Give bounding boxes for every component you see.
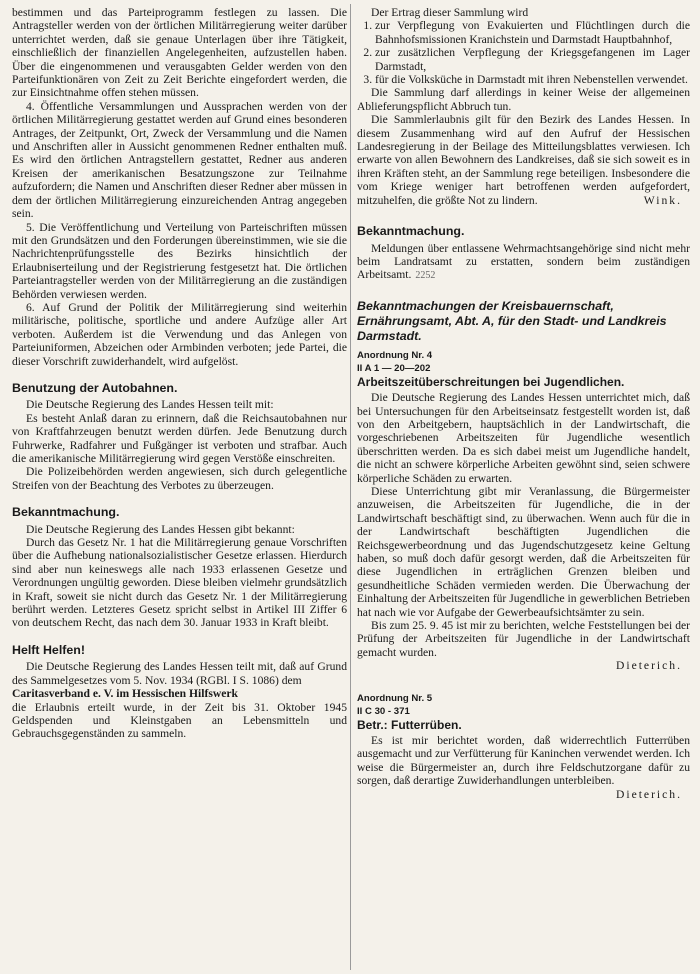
anordnung-5-number: Anordnung Nr. 5 (357, 692, 433, 704)
anordnung-5-reference: II C 30 - 371 (357, 705, 410, 717)
signature-dieterich-2: Dieterich. (615, 787, 682, 801)
jugend-paragraph-2: Diese Unterrichtung gibt mir Veranlassung, die Bürgermeister anzuweisen, die Arbeitszeiten für Jugendliche, die in der Landwirtschaft beschäftigt sind, zu überwachen. Wenn auch für die in der Landwirtschaft beschäftigten Jugendlichen die Reichsgewerbeordnung und das Jugendschutzgesetz keine Geltung haben, so muß doch dafür gesorgt werden, daß die Arbeitszeiten für diese Jugendlichen in erträglichen Grenzen bleiben und gesundheitliche Schäden vermieden werden. Die Überwachung der Einhaltung der Arbeitszeiten für Jugendliche in gewerblichen Betrieben hat nach wie vor Aufgabe der Gewerbeaufsichtsämter zu sein. (357, 484, 690, 619)
autobahn-heading: Benutzung der Autobahnen. (12, 380, 178, 395)
bekanntmachung-heading-right: Bekanntmachung. (357, 224, 465, 239)
autobahn-paragraph-3: Die Polizeibehörden werden angewiesen, sich durch gelegentliche Streifen von der Beachtung des Verbotes zu überzeugen. (12, 465, 347, 492)
list-item: 3. für die Volksküche in Darmstadt mit ihren Nebenstellen verwendet. (375, 73, 690, 86)
paragraph-6: 6. Auf Grund der Politik der Militärregierung sind weiterhin militärische, politische, sportliche und andere Aufzüge aller Art verboten. Außerdem ist die Verwendung und das Anlegen von Parteiuniformen, Abzeichen oder Armbinden verboten; jede Partei, die dieser Vorschrift zuwiderhandelt, wird aufgelöst. (12, 300, 347, 368)
column-divider (350, 4, 351, 970)
futter-heading: Betr.: Futterrüben. (357, 717, 462, 732)
jugend-heading: Arbeitszeitüberschreitungen bei Jugendlichen. (357, 374, 625, 389)
helft-organisation: Caritasverband e. V. im Hessischen Hilfswerk (12, 687, 238, 701)
bekanntmachung-right-paragraph (357, 242, 690, 283)
paragraph-5: 5. Die Veröffentlichung und Verteilung von Parteischriften müssen mit den Grundsätzen und den Forderungen übereinstimmen, wie sie die Nachrichtenprüfungsstelle des Bezirks hinsichtlich der Erlaubniserteilung und der Registrierung festgesetzt hat. Die örtlichen Parteiantragsteller werden von der Militärregierung an die zuständigen Behörden verwiesen werden. (12, 220, 347, 301)
left-column (12, 6, 347, 741)
ertrag-paragraph-3 (357, 113, 690, 207)
list-item: 2. zur zusätzlichen Verpflegung der Kriegsgefangenen im Lager Darmstadt, (375, 46, 690, 73)
jugend-paragraph-3: Bis zum 25. 9. 45 ist mir zu berichten, welche Feststellungen bei der Prüfung der Arbeitszeiten für Jugendliche in der Landwirtschaft gemacht wurden. (357, 619, 690, 659)
autobahn-paragraph-1: Die Deutsche Regierung des Landes Hessen teilt mit: (26, 398, 274, 412)
anordnung-4-reference: II A 1 — 20—202 (357, 362, 431, 374)
stamp-number: 2252 (415, 270, 436, 282)
list-item: 1. zur Verpflegung von Evakuierten und Flüchtlingen durch die Bahnhofsmissionen Kranichstein und Darmstadt Hauptbahnhof, (375, 19, 690, 46)
bekanntmachung-heading-left: Bekanntmachung. (12, 505, 120, 520)
bekanntmachung-left-paragraph-1: Die Deutsche Regierung des Landes Hessen gibt bekannt: (26, 522, 295, 536)
jugend-paragraph-1: Die Deutsche Regierung des Landes Hessen unterrichtet mich, daß bei Untersuchungen für den Arbeitseinsatz festgestellt worden ist, daß von den Arbeitgebern, hauptsächlich in der Landwirtschaft, die vorgeschriebenen Arbeitszeiten für Jugendliche wesentlich überschritten werden. Da es sich dabei meist um Jugendliche handelt, die nicht an schwere körperliche Arbeiten gewöhnt sind, seien schwere körperliche Schäden zu erwarten. (357, 391, 690, 485)
helft-paragraph-1: Die Deutsche Regierung des Landes Hessen teilt mit, daß auf Grund des Sammelgesetzes vom 5. Nov. 1934 (RGBl. I S. 1086) dem (12, 660, 347, 687)
ertrag-list (357, 19, 690, 86)
ertrag-paragraph-3-text: Die Sammlerlaubnis gilt für den Bezirk des Landes Hessen. In diesem Zusammenhang wird auf den Aufruf der Hessischen Landesregierung in der Beilage des Mitteilungsblattes verwiesen. Ich erwarte von allen Bewohnern des Landkreises, daß sie sich soweit es in ihren Kräften steht, an der Sammlung rege beteiligen. Insbesondere die vom Kriege weniger hart betroffenen werden aufgefordert, mitzuhelfen, die größte Not zu lindern. (357, 113, 690, 207)
bekanntmachung-left-paragraph-2: Durch das Gesetz Nr. 1 hat die Militärregierung genaue Vorschriften über die Aufhebung nationalsozialistischer Gesetze erlassen. Hierdurch sind aber nun keineswegs alle nach 1933 erlassenen Gesetze und Verordnungen ungültig geworden. Diese bleiben vielmehr grundsätzlich in Kraft, soweit sie nicht durch das Gesetz Nr. 1 der Militärregierung berührt werden. Letzteres Gesetz spricht selbst in Artikel III Ziffer 6 von deutschem Recht, das nach dem 30. Januar 1933 in Kraft bleibt. (12, 536, 347, 630)
ertrag-intro: Der Ertrag dieser Sammlung wird (371, 6, 529, 19)
ertrag-paragraph-2: Die Sammlung darf allerdings in keiner Weise der allgemeinen Ablieferungspflicht Abbruch tun. (357, 86, 690, 113)
helft-paragraph-2: die Erlaubnis erteilt wurde, in der Zeit bis 31. Oktober 1945 Geldspenden und Kleinstgaben an Lebensmitteln und Gebrauchsgegenständen zu sammeln. (12, 700, 347, 741)
intro-paragraph: bestimmen und das Parteiprogramm festlegen zu lassen. Die Antragsteller werden von der örtlichen Militärregierung weiter darüber unterrichtet werden, daß sie genaue Unterlagen über ihre Tätigkeit, einschließlich der finanziellen Angelegenheiten, aufzustellen haben. Über die eingenommenen und verausgabten Gelder werden von den Parteifunktionären von Zeit zu Zeit Berichte eingefordert werden, die zur Einsichtnahme offen stehen müssen. (12, 6, 347, 100)
futter-paragraph (357, 734, 690, 801)
anordnung-4-number: Anordnung Nr. 4 (357, 349, 433, 361)
bekanntmachung-right-text: Meldungen über entlassene Wehrmachtsangehörige sind nicht mehr beim Landratsamt zu erstatten, sondern beim zuständigen Arbeitsamt. (357, 241, 690, 282)
paragraph-4: 4. Öffentliche Versammlungen und Aussprachen werden von der örtlichen Militärregierung gestattet werden auf Grund eines besonderen Antrages, der Zeitpunkt, Ort, Zweck der Versammlung und die Namen und Anschriften aller in Aussicht genommenen Redner enthalten muß. Es wird den örtlichen Antragstellern gestattet, Redner aus anderen Kreisen der amerikanischen Besatzungszone zur Teilnahme aufzufordern; die Namen und Anschriften dieser Redner aber müssen in dem der örtlichen Militärregierung einzureichenden Antrag angegeben sein. (12, 99, 347, 221)
kreisbauernschaft-heading: Bekanntmachungen der Kreisbauernschaft, Ernährungsamt, Abt. A, für den Stadt- und Landkreis Darmstadt. (357, 298, 667, 343)
right-column (357, 6, 690, 801)
helft-heading: Helft Helfen! (12, 642, 85, 657)
futter-paragraph-text: Es ist mir berichtet worden, daß widerrechtlich Futterrüben ausgemacht und zur Verfütterung für Kaninchen verwendet werden. Ich weise die Bürgermeister an, durch ihre Feldschutzorgane dafür zu sorgen, daß derartige Zuwiderhandlungen unterbleiben. (357, 734, 690, 788)
autobahn-paragraph-2: Es besteht Anlaß daran zu erinnern, daß die Reichsautobahnen nur von Kraftfahrzeugen benutzt werden dürfen. Jede Benutzung durch Fuhrwerke, Radfahrer und Fußgänger ist verboten und strafbar. Auch die amerikanische Militärregierung wird gegen Verstöße einschreiten. (12, 411, 347, 465)
signature-dieterich-1: Dieterich. (615, 659, 682, 673)
signature-wink: Wink. (643, 193, 682, 207)
